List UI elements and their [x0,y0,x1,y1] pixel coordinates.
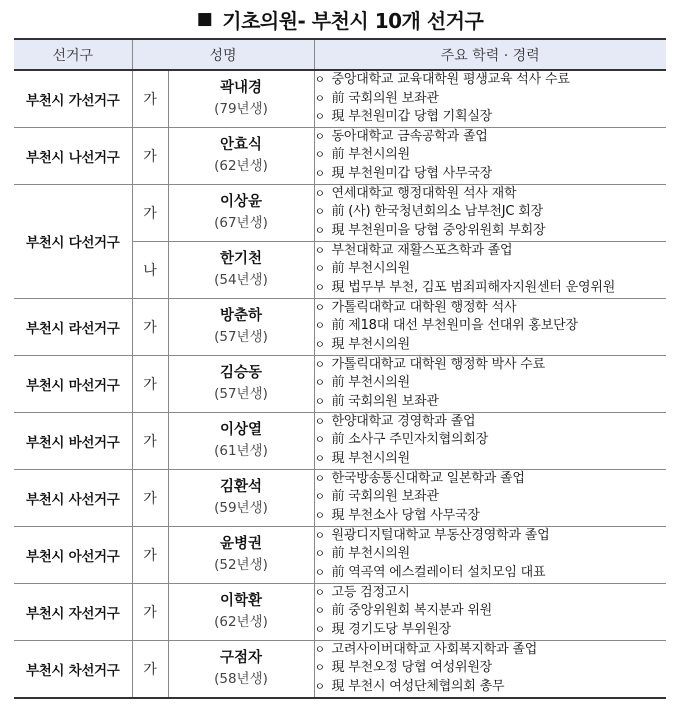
candidate-name: 곽내경 [219,79,263,96]
candidate-cell [168,184,314,241]
district-cell: 부천시 다선거구 [14,184,132,298]
circle-bullet-icon: ㅇ [314,205,325,219]
circle-bullet-icon: ㅇ [314,433,325,447]
career-text: 동아대학교 금속공학과 졸업 [331,128,488,144]
candidate-age: (58년생) [214,670,268,687]
district-cell: 부천시 아선거구 [14,526,132,583]
career-text: 前 부천시의원 [331,147,411,163]
career-text: 前 국회의원 보좌관 [331,90,439,106]
circle-bullet-icon: ㅇ [314,604,325,618]
candidate-name: 이상윤 [219,193,263,210]
candidate-name: 윤병권 [219,535,263,552]
career-text: 원광디지털대학교 부동산경영학과 졸업 [331,527,550,543]
career-cell [314,298,666,355]
career-item [315,621,667,640]
candidate-age: (61년생) [214,442,268,459]
career-text: 現 부천시 여성단체협의회 총무 [331,678,505,694]
title-text: 기초의원- 부천시 10개 선거구 [222,8,484,33]
circle-bullet-icon: ㅇ [314,110,325,124]
group-cell: 가 [132,583,168,640]
career-item [315,279,667,298]
career-item [315,146,667,165]
candidate-name: 방춘하 [219,307,263,324]
candidate-age: (62년생) [214,613,268,630]
career-item [315,527,667,546]
circle-bullet-icon: ㅇ [314,243,325,257]
candidate-age: (57년생) [214,385,268,402]
group-cell: 가 [132,526,168,583]
circle-bullet-icon: ㅇ [314,585,325,599]
district-cell: 부천시 차선거구 [14,640,132,697]
table-row [14,355,666,412]
candidate-name: 이학환 [219,592,263,609]
circle-bullet-icon: ㅇ [314,642,325,656]
candidate-name: 이상열 [219,421,263,438]
career-text: 前 (사) 한국청년회의소 남부천JC 회장 [331,204,543,220]
candidate-age: (62년생) [214,157,268,174]
career-text: 現 법무부 부천, 김포 범죄피해자지원센터 운영위원 [331,280,616,296]
career-cell [314,469,666,526]
career-text: 現 경기도당 부위원장 [331,622,452,638]
circle-bullet-icon: ㅇ [314,528,325,542]
career-item [315,356,667,375]
career-item [315,374,667,393]
candidate-cell [168,241,314,298]
table-row [14,184,666,241]
table-row [14,70,666,127]
header-district: 선거구 [14,39,132,70]
career-item [315,584,667,603]
circle-bullet-icon: ㅇ [314,167,325,181]
career-item [315,564,667,583]
career-item [315,90,667,109]
circle-bullet-icon: ㅇ [314,186,325,200]
career-item [315,165,667,184]
district-cell: 부천시 나선거구 [14,127,132,184]
table-row [14,127,666,184]
table-row [14,412,666,469]
circle-bullet-icon: ㅇ [314,224,325,238]
circle-bullet-icon: ㅇ [314,73,325,86]
district-cell: 부천시 마선거구 [14,355,132,412]
candidate-name: 한기천 [219,250,263,267]
career-item [315,393,667,412]
candidate-name: 안효식 [219,136,263,153]
group-cell: 가 [132,412,168,469]
candidate-age: (52년생) [214,556,268,573]
table-row [14,469,666,526]
career-item [315,488,667,507]
group-cell: 나 [132,241,168,298]
career-item [315,299,667,318]
circle-bullet-icon: ㅇ [314,661,325,675]
header-career: 주요 학력 · 경력 [314,39,666,70]
group-cell: 가 [132,127,168,184]
career-text: 한양대학교 경영학과 졸업 [331,413,476,429]
circle-bullet-icon: ㅇ [314,414,325,428]
circle-bullet-icon: ㅇ [314,376,325,390]
candidate-age: (54년생) [214,271,268,288]
career-item [315,470,667,489]
career-text: 現 부천원미갑 당협 사무국장 [331,166,493,182]
title-bullet-icon: ■ [196,9,213,29]
circle-bullet-icon: ㅇ [314,148,325,162]
group-cell: 가 [132,298,168,355]
career-text: 現 부천소사 당협 사무국장 [331,508,480,524]
circle-bullet-icon: ㅇ [314,262,325,276]
candidate-table [14,38,666,699]
circle-bullet-icon: ㅇ [314,395,325,409]
district-cell: 부천시 사선거구 [14,469,132,526]
candidate-cell [168,640,314,697]
district-cell: 부천시 자선거구 [14,583,132,640]
circle-bullet-icon: ㅇ [314,566,325,580]
candidate-name: 김환석 [219,478,263,495]
group-cell: 가 [132,355,168,412]
career-text: 고등 검정고시 [331,584,410,600]
career-cell [314,640,666,697]
circle-bullet-icon: ㅇ [314,509,325,523]
career-item [315,507,667,526]
career-item [315,336,667,355]
career-cell [314,127,666,184]
district-cell: 부천시 바선거구 [14,412,132,469]
table-header-row [14,39,666,70]
candidate-cell [168,469,314,526]
circle-bullet-icon: ㅇ [314,300,325,314]
group-cell: 가 [132,70,168,127]
circle-bullet-icon: ㅇ [314,129,325,143]
candidate-cell [168,412,314,469]
career-text: 중앙대학교 교육대학원 평생교육 석사 수료 [331,72,570,87]
career-item [315,317,667,336]
table-row [14,526,666,583]
district-cell: 부천시 라선거구 [14,298,132,355]
table-row [14,298,666,355]
career-text: 부천대학교 재활스포츠학과 졸업 [331,242,513,258]
career-cell [314,526,666,583]
candidate-age: (57년생) [214,328,268,345]
candidate-age: (59년생) [214,499,268,516]
career-text: 한국방송통신대학교 일본학과 졸업 [331,470,525,486]
career-text: 前 부천시의원 [331,261,411,277]
circle-bullet-icon: ㅇ [314,281,325,295]
career-text: 現 부천원미갑 당협 기획실장 [331,109,493,125]
career-text: 가톨릭대학교 대학원 행정학 박사 수료 [331,356,545,372]
career-item [315,185,667,204]
circle-bullet-icon: ㅇ [314,547,325,561]
career-text: 前 국회의원 보좌관 [331,394,439,410]
page-title [0,0,680,38]
career-item [315,641,667,660]
career-cell [314,412,666,469]
circle-bullet-icon: ㅇ [314,623,325,637]
career-text: 前 중앙위원회 복지분과 위원 [331,603,493,619]
career-item [315,678,667,697]
circle-bullet-icon: ㅇ [314,91,325,105]
candidate-cell [168,298,314,355]
career-text: 現 부천시의원 [331,337,411,353]
candidate-name: 구점자 [219,649,263,666]
career-item [315,431,667,450]
circle-bullet-icon: ㅇ [314,452,325,466]
candidate-cell [168,583,314,640]
candidate-cell [168,127,314,184]
career-cell [314,184,666,241]
career-item [315,260,667,279]
career-cell [314,241,666,298]
group-cell: 가 [132,640,168,697]
career-item [315,108,667,127]
candidate-cell [168,70,314,127]
career-item [315,128,667,147]
group-cell: 가 [132,184,168,241]
career-text: 前 역곡역 에스컬레이터 설치모임 대표 [331,565,546,581]
career-text: 가톨릭대학교 대학원 행정학 석사 [331,299,517,315]
career-item [315,203,667,222]
career-text: 前 부천시의원 [331,546,411,562]
career-text: 前 소사구 주민자치협의회장 [331,432,489,448]
candidate-cell [168,526,314,583]
career-cell [314,583,666,640]
career-item [315,545,667,564]
career-text: 現 부천시의원 [331,451,411,467]
circle-bullet-icon: ㅇ [314,471,325,485]
career-cell [314,70,666,127]
table-row [14,583,666,640]
career-text: 現 부천오정 당협 여성위원장 [331,660,493,676]
candidate-age: (79년생) [214,100,268,117]
career-item [315,222,667,241]
career-text: 연세대학교 행정대학원 석사 재학 [331,185,517,201]
district-cell: 부천시 가선거구 [14,70,132,127]
career-item [315,450,667,469]
circle-bullet-icon: ㅇ [314,338,325,352]
career-item [315,71,667,90]
career-cell [314,355,666,412]
career-text: 前 국회의원 보좌관 [331,489,439,505]
career-text: 前 부천시의원 [331,375,411,391]
table-row [14,640,666,697]
candidate-name: 김승동 [219,364,263,381]
career-item [315,242,667,261]
circle-bullet-icon: ㅇ [314,357,325,371]
career-item [315,602,667,621]
career-text: 고려사이버대학교 사회복지학과 졸업 [331,641,538,657]
career-text: 前 제18대 대선 부천원미을 선대위 홍보단장 [331,318,578,334]
circle-bullet-icon: ㅇ [314,490,325,504]
candidate-cell [168,355,314,412]
circle-bullet-icon: ㅇ [314,319,325,333]
circle-bullet-icon: ㅇ [314,679,325,693]
career-text: 現 부천원미을 당협 중앙위원회 부회장 [331,223,546,239]
candidate-age: (67년생) [214,214,268,231]
career-item [315,659,667,678]
career-item [315,413,667,432]
group-cell: 가 [132,469,168,526]
header-name: 성명 [132,39,314,70]
